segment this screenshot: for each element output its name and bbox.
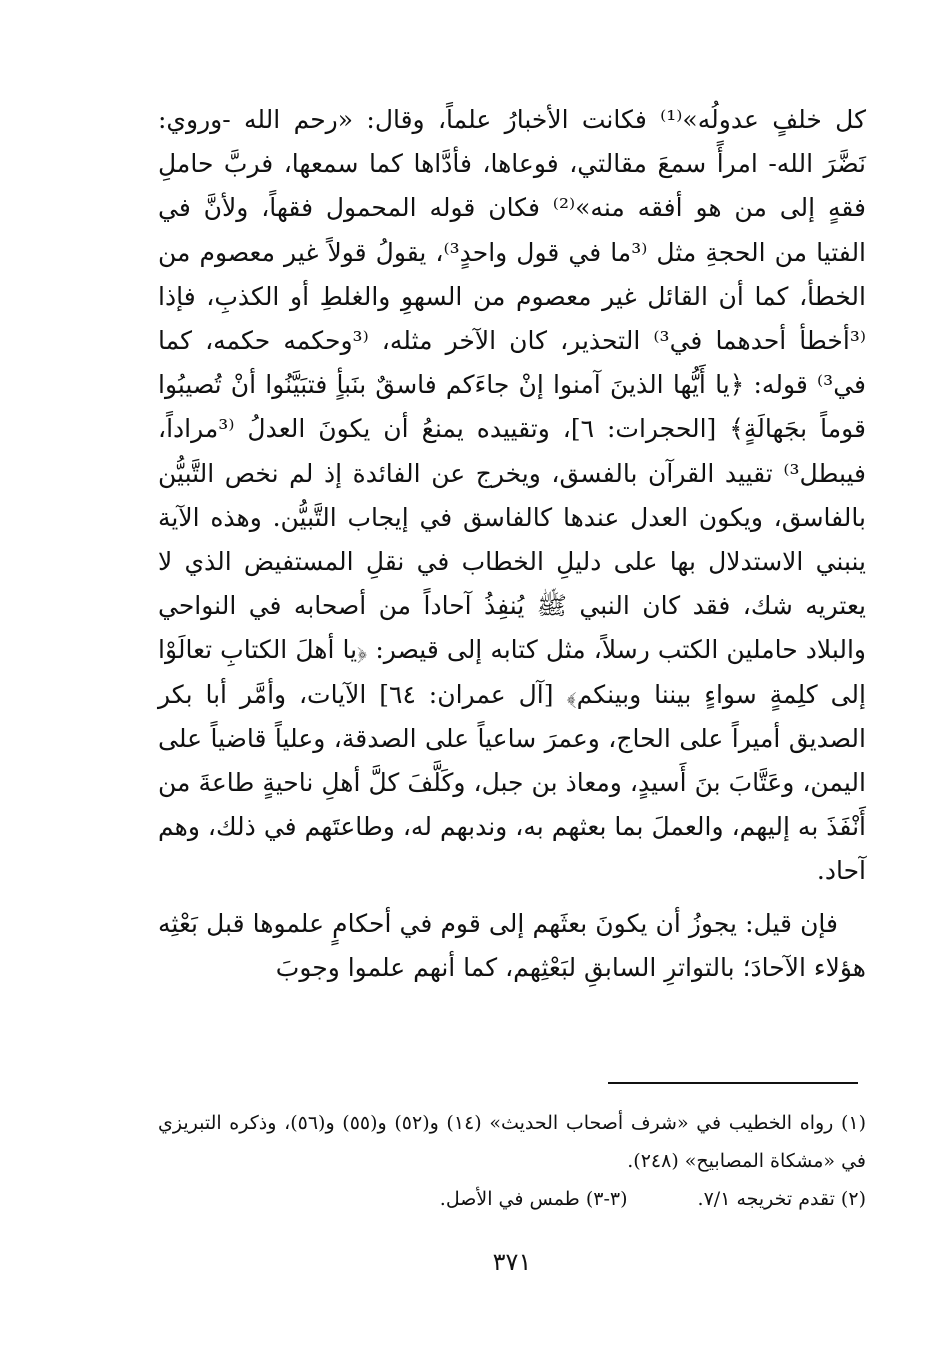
page-number: ٣٧١ — [492, 1248, 532, 1276]
paragraph-1: كل خلفٍ عدولُه»⁽¹⁾ فكانت الأخبارُ علماً، وقال: «رحم الله -وروي: نَضَّرَ الله- امرأً سمعَ مقالتي، فوعاها، فأدَّاها كما سمعها، فربَّ حاملِ فقهٍ إلى من هو أفقه منه»⁽²⁾ فكان قوله المحمول فقهاً، ولأنَّ في الفتيا من الحجةِ مثل ⁽³ما في قول واحدٍ³⁾، يقولُ قولاً غير معصوم من الخطأ، كما أن القائل غير معصوم من السهوِ والغلطِ أو الكذبِ، فإذا ⁽³أخطأ أحدهما في³⁾ التحذير، كان الآخر مثله، ⁽³وحكمه حكمه، كما في³⁾ قوله: ﴿يا أَيُّها الذينَ آمنوا إنْ جاءَكم فاسقٌ بنَبأٍ فتبَيَّنُوا أنْ تُصيبُوا قوماً بجَهالَةٍ﴾ [الحجرات: ٦]، وتقييده يمنعُ أن يكونَ العدلُ ⁽³مراداً، فيبطل³⁾ تقييد القرآن بالفسق، ويخرج عن الفائدة إذ لم نخص التَّبيُّن بالفاسق، ويكون العدل عندها كالفاسق في إيجاب التَّبيُّن. وهذه الآية ينبني الاستدلال بها على دليلِ الخطاب في نقلِ المستفيض الذي لا يعتريه شك، فقد كان النبي ﷺ يُنفِذُ آحاداً من أصحابه في النواحي والبلاد حاملين الكتب رسلاً، مثل كتابه إلى قيصر: ﴿يا أهلَ الكتابِ تعالَوْا إلى كلِمةٍ سواءٍ بيننا وبينكم﴾ [آل عمران: ٦٤] الآيات، وأمَّر أبا بكر الصديق أميراً على الحاج، وعمرَ ساعياً على الصدقة، وعلياً قاضياً على اليمن، وعَتَّابَ بنَ أَسيدٍ، ومعاذ بن جبل، وكَلَّفَ كلَّ أهلِ ناحيةٍ طاعةَ من أَنْفَذَ به إليهم، والعملَ بما بعثهم به، وندبهم له، وطاعتَهم في ذلك، وهم آحاد. — [158, 105, 867, 886]
footnote-divider — [608, 1082, 858, 1084]
footnotes — [158, 1104, 866, 1218]
footnote-3: (٣-٣) طمس في الأصل. — [439, 1188, 628, 1210]
footnote-2: (٢) تقدم تخريجه ٧/١. — [697, 1188, 866, 1210]
footnote-1: (١) رواه الخطيب في «شرف أصحاب الحديث» (١٤) و(٥٢) و(٥٥) و(٥٦)، وذكره التبريزي في «مشكاة المصابيح» (٢٤٨). — [158, 1112, 867, 1172]
footnote-row — [158, 1180, 866, 1218]
paragraph-2: فإن قيل: يجوزُ أن يكونَ بعثَهم إلى قوم في أحكامٍ علموها قبل بَعْثِه هؤلاء الآحادَ؛ بالتواترِ السابقِ لبَعْثِهم، كما أنهم علموا وجوبَ — [158, 908, 866, 982]
main-text — [158, 98, 866, 990]
page-body — [158, 98, 867, 1276]
